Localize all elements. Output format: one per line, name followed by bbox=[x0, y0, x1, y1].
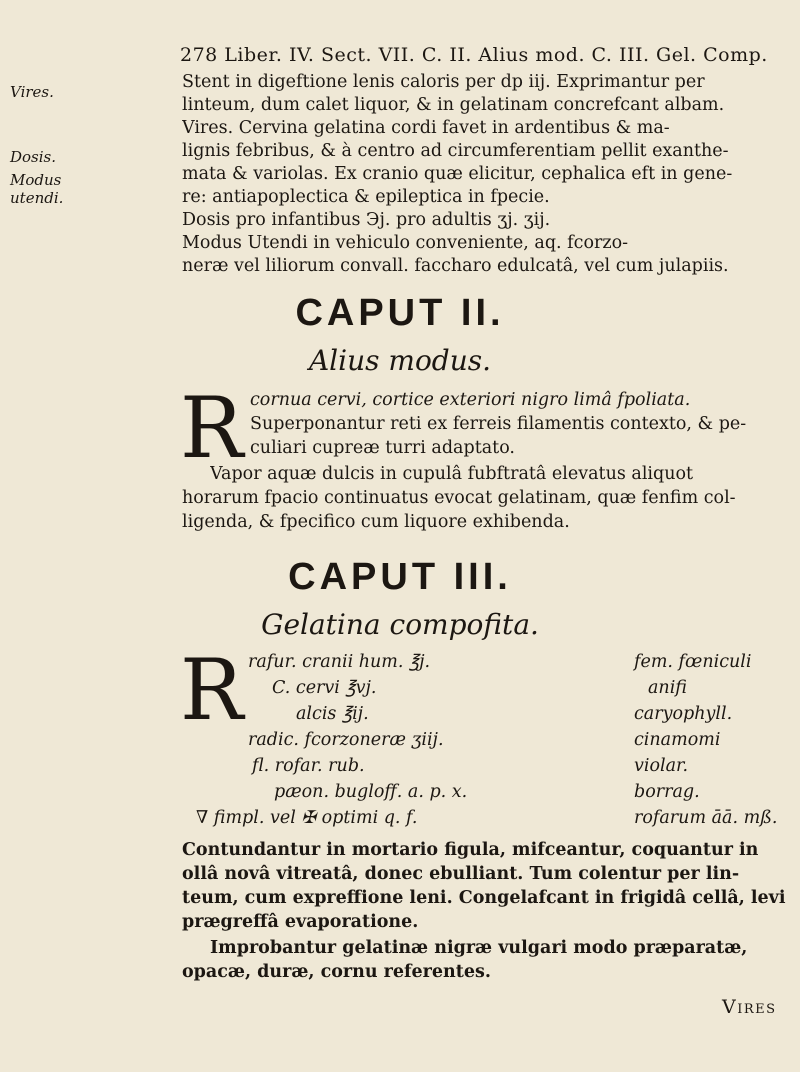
text-line: opacæ, duræ, cornu referentes. bbox=[182, 962, 491, 982]
text-line: prægreffâ evaporatione. bbox=[182, 912, 419, 932]
margin-note-modus: Modus utendi. bbox=[10, 171, 64, 207]
chapter-heading-2: CAPUT II. bbox=[295, 292, 505, 334]
recipe-row bbox=[248, 704, 788, 732]
text-line: teum, cum expreffione leni. Congelafcant in frigidâ cellâ, levi bbox=[182, 888, 786, 908]
recipe-row bbox=[248, 652, 788, 680]
text-line: cornua cervi, cortice exteriori nigro limâ fpoliata. bbox=[250, 390, 691, 410]
margin-note-dosis: Dosis. bbox=[10, 148, 57, 166]
catchword: Vires bbox=[722, 996, 777, 1018]
text-line: Modus Utendi in vehiculo conveniente, aq. fcorzo- bbox=[182, 233, 629, 253]
text-line: Vires. Cervina gelatina cordi favet in ardentibus & ma- bbox=[182, 118, 670, 138]
text-line: neræ vel liliorum convall. faccharo edulcatâ, vel cum julapiis. bbox=[182, 256, 729, 276]
recipe-ingredient: pæon. bugloff. a. p. x. bbox=[274, 782, 468, 802]
recipe-row bbox=[248, 730, 788, 758]
text-line: Improbantur gelatinæ nigræ vulgari modo præparatæ, bbox=[210, 938, 748, 958]
recipe-ingredient: fl. rofar. rub. bbox=[252, 756, 365, 776]
recipe-row bbox=[196, 808, 788, 836]
text-line: Dosis pro infantibus Эj. pro adultis ʒj. ʒij. bbox=[182, 210, 551, 230]
chapter-heading-3: CAPUT III. bbox=[288, 556, 512, 598]
text-line: re: antiapoplectica & epileptica in fpecie. bbox=[182, 187, 550, 207]
text-line: Superponantur reti ex ferreis filamentis contexto, & pe- bbox=[250, 414, 747, 434]
text-line: horarum fpacio continuatus evocat gelatinam, quæ fenfim col- bbox=[182, 488, 736, 508]
recipe-ingredient: alcis ℥ij. bbox=[296, 704, 369, 724]
recipe-row bbox=[248, 782, 788, 810]
chapter-subtitle-2: Alius modus. bbox=[308, 344, 492, 377]
text-line: ollâ novâ vitreatâ, donec ebulliant. Tum colentur per lin- bbox=[182, 864, 740, 884]
recipe-ingredient: fem. fœniculi bbox=[634, 652, 752, 672]
text-line: mata & variolas. Ex cranio quæ elicitur, cephalica eft in gene- bbox=[182, 164, 733, 184]
dropcap-r: R bbox=[180, 379, 244, 477]
text-line: Vapor aquæ dulcis in cupulâ fubftratâ elevatus aliquot bbox=[210, 464, 694, 484]
text-line: Stent in digeftione lenis caloris per dp iij. Exprimantur per bbox=[182, 72, 705, 92]
text-line: Contundantur in mortario figula, mifceantur, coquantur in bbox=[182, 840, 759, 860]
recipe-ingredient: violar. bbox=[634, 756, 689, 776]
recipe-ingredient: ∇ fimpl. vel ✠ optimi q. f. bbox=[196, 808, 418, 828]
dropcap-recipe: R bbox=[180, 641, 244, 739]
recipe-row bbox=[248, 678, 788, 706]
recipe-ingredient: radic. fcorzoneræ ʒiij. bbox=[248, 730, 444, 750]
recipe-ingredient: rafur. cranii hum. ℥j. bbox=[248, 652, 431, 672]
recipe-ingredient: borrag. bbox=[634, 782, 700, 802]
recipe-row bbox=[248, 756, 788, 784]
recipe-ingredient: caryophyll. bbox=[634, 704, 733, 724]
recipe-ingredient: cinamomi bbox=[634, 730, 721, 750]
chapter-subtitle-3: Gelatina compofita. bbox=[261, 608, 539, 641]
recipe-ingredient: C. cervi ℥vj. bbox=[272, 678, 377, 698]
text-line: ligenda, & fpecifico cum liquore exhibenda. bbox=[182, 512, 570, 532]
text-line: lignis febribus, & à centro ad circumferentiam pellit exanthe- bbox=[182, 141, 729, 161]
recipe-ingredient: anifi bbox=[648, 678, 687, 698]
text-line: linteum, dum calet liquor, & in gelatinam concrefcant albam. bbox=[182, 95, 725, 115]
recipe-ingredient: rofarum āā. mß. bbox=[634, 808, 778, 828]
text-line: culiari cupreæ turri adaptato. bbox=[250, 438, 515, 458]
margin-note-vires: Vires. bbox=[10, 83, 54, 101]
running-head: 278 Liber. IV. Sect. VII. C. II. Alius mod. C. III. Gel. Comp. bbox=[180, 44, 768, 66]
